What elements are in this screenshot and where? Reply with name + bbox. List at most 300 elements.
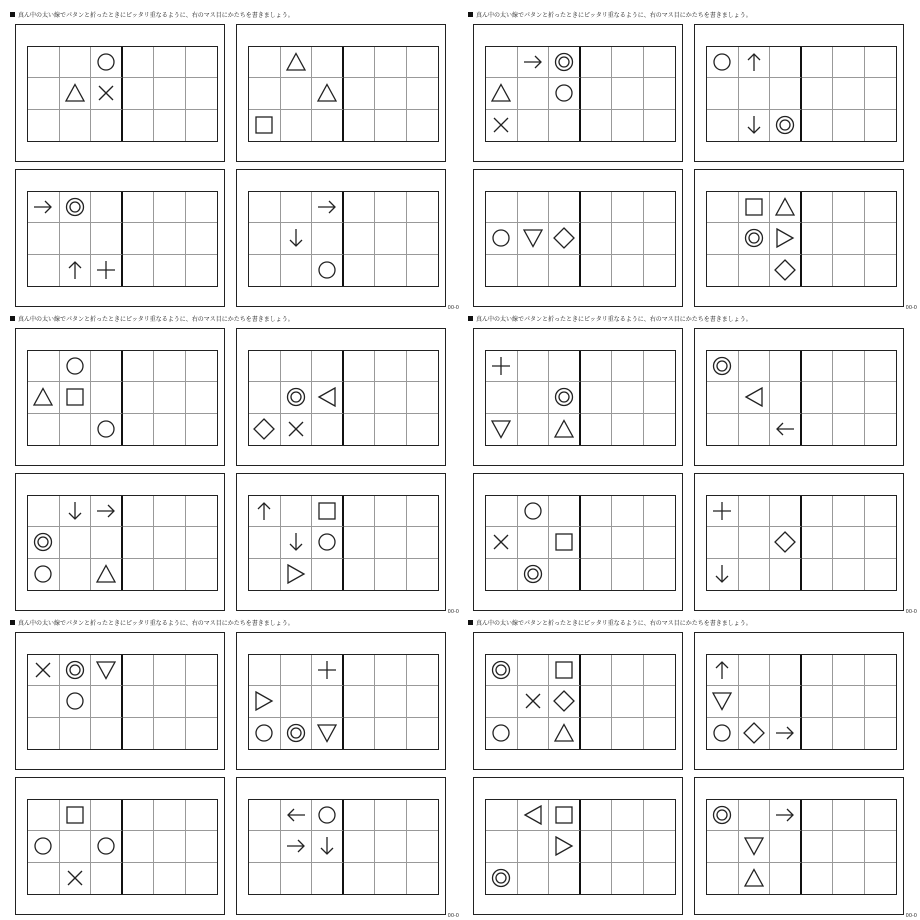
answer-cell[interactable] [644, 686, 676, 717]
answer-cell[interactable] [154, 382, 186, 413]
answer-cell[interactable] [123, 718, 155, 749]
pattern-cell [739, 192, 771, 223]
answer-cell[interactable] [865, 192, 897, 223]
answer-cell[interactable] [375, 223, 407, 254]
cross-icon [63, 866, 87, 890]
answer-cell[interactable] [344, 831, 376, 862]
answer-cell[interactable] [644, 718, 676, 749]
answer-cell[interactable] [865, 351, 897, 382]
answer-cell[interactable] [186, 255, 218, 286]
answer-cell[interactable] [612, 351, 644, 382]
triangle-left-icon [315, 385, 339, 409]
answer-cell[interactable] [154, 110, 186, 141]
answer-cell[interactable] [833, 527, 865, 558]
answer-cell[interactable] [802, 255, 834, 286]
answer-cell[interactable] [644, 655, 676, 686]
answer-cell[interactable] [344, 559, 376, 590]
pattern-cell [312, 559, 344, 590]
answer-cell[interactable] [833, 800, 865, 831]
answer-cell[interactable] [154, 863, 186, 894]
pattern-cell [707, 800, 739, 831]
answer-cell[interactable] [375, 110, 407, 141]
diamond-icon [552, 226, 576, 250]
answer-cell[interactable] [644, 527, 676, 558]
answer-cell[interactable] [407, 223, 439, 254]
pattern-cell [28, 414, 60, 445]
answer-cell[interactable] [123, 527, 155, 558]
answer-cell[interactable] [123, 255, 155, 286]
pattern-cell [707, 655, 739, 686]
answer-cell[interactable] [612, 110, 644, 141]
circle-icon [315, 530, 339, 554]
pattern-cell [549, 110, 581, 141]
pattern-cell [249, 686, 281, 717]
answer-cell[interactable] [375, 559, 407, 590]
answer-cell[interactable] [865, 863, 897, 894]
answer-cell[interactable] [865, 414, 897, 445]
pattern-cell [281, 496, 313, 527]
symmetry-grid [706, 495, 897, 591]
answer-cell[interactable] [123, 351, 155, 382]
answer-cell[interactable] [865, 110, 897, 141]
answer-cell[interactable] [833, 655, 865, 686]
answer-cell[interactable] [123, 800, 155, 831]
answer-cell[interactable] [407, 78, 439, 109]
answer-cell[interactable] [644, 496, 676, 527]
answer-cell[interactable] [833, 110, 865, 141]
answer-cell[interactable] [865, 686, 897, 717]
answer-cell[interactable] [186, 527, 218, 558]
instruction-line [10, 8, 294, 20]
answer-cell[interactable] [802, 496, 834, 527]
answer-cell[interactable] [186, 655, 218, 686]
answer-cell[interactable] [123, 192, 155, 223]
answer-cell[interactable] [802, 718, 834, 749]
answer-cell[interactable] [802, 800, 834, 831]
answer-cell[interactable] [344, 800, 376, 831]
answer-cell[interactable] [644, 559, 676, 590]
answer-cell[interactable] [644, 414, 676, 445]
arrow-down-icon [315, 834, 339, 858]
answer-cell[interactable] [865, 78, 897, 109]
pattern-cell [28, 496, 60, 527]
answer-cell[interactable] [344, 192, 376, 223]
answer-cell[interactable] [186, 686, 218, 717]
answer-cell[interactable] [833, 559, 865, 590]
answer-cell[interactable] [612, 527, 644, 558]
answer-cell[interactable] [123, 496, 155, 527]
answer-cell[interactable] [154, 47, 186, 78]
worksheet-sheet [468, 616, 917, 919]
answer-cell[interactable] [154, 686, 186, 717]
answer-cell[interactable] [186, 110, 218, 141]
pattern-cell [312, 863, 344, 894]
circle-icon [552, 81, 576, 105]
answer-cell[interactable] [375, 78, 407, 109]
answer-cell[interactable] [865, 382, 897, 413]
answer-cell[interactable] [581, 686, 613, 717]
answer-cell[interactable] [407, 382, 439, 413]
answer-cell[interactable] [833, 255, 865, 286]
answer-cell[interactable] [802, 686, 834, 717]
answer-cell[interactable] [123, 78, 155, 109]
answer-cell[interactable] [833, 351, 865, 382]
pattern-cell [249, 831, 281, 862]
triangle-right-icon [552, 834, 576, 858]
answer-cell[interactable] [802, 78, 834, 109]
pattern-cell [707, 351, 739, 382]
pattern-cell [549, 414, 581, 445]
answer-cell[interactable] [186, 78, 218, 109]
pattern-cell [28, 655, 60, 686]
pattern-cell [28, 223, 60, 254]
answer-cell[interactable] [407, 686, 439, 717]
answer-cell[interactable] [802, 863, 834, 894]
symmetry-grid [485, 350, 676, 446]
answer-cell[interactable] [612, 382, 644, 413]
answer-cell[interactable] [123, 831, 155, 862]
symmetry-card [694, 632, 904, 770]
answer-cell[interactable] [375, 414, 407, 445]
answer-cell[interactable] [644, 255, 676, 286]
bullet-square-icon [10, 316, 15, 321]
answer-cell[interactable] [581, 351, 613, 382]
pattern-cell [312, 831, 344, 862]
pattern-cell [281, 351, 313, 382]
answer-cell[interactable] [644, 382, 676, 413]
answer-cell[interactable] [186, 800, 218, 831]
answer-cell[interactable] [612, 78, 644, 109]
answer-cell[interactable] [865, 655, 897, 686]
answer-cell[interactable] [612, 223, 644, 254]
instruction-text: 真ん中の太い線でパタンと折ったときにピッタリ重なるように、右のマス目にかたちを書きましょう。 [476, 11, 752, 19]
pattern-cell [249, 255, 281, 286]
answer-cell[interactable] [344, 686, 376, 717]
answer-cell[interactable] [186, 718, 218, 749]
answer-cell[interactable] [612, 192, 644, 223]
double-circle-icon [710, 803, 734, 827]
pattern-cell [739, 559, 771, 590]
answer-cell[interactable] [802, 527, 834, 558]
answer-cell[interactable] [186, 414, 218, 445]
answer-cell[interactable] [154, 78, 186, 109]
answer-cell[interactable] [802, 831, 834, 862]
pattern-cell [91, 78, 123, 109]
answer-cell[interactable] [581, 414, 613, 445]
answer-cell[interactable] [407, 527, 439, 558]
answer-cell[interactable] [802, 223, 834, 254]
answer-cell[interactable] [644, 863, 676, 894]
answer-cell[interactable] [344, 414, 376, 445]
answer-cell[interactable] [375, 47, 407, 78]
answer-cell[interactable] [833, 192, 865, 223]
answer-cell[interactable] [375, 863, 407, 894]
answer-cell[interactable] [865, 718, 897, 749]
answer-cell[interactable] [123, 47, 155, 78]
answer-cell[interactable] [154, 496, 186, 527]
pattern-cell [486, 255, 518, 286]
pattern-cell [770, 110, 802, 141]
answer-cell[interactable] [375, 527, 407, 558]
answer-cell[interactable] [344, 223, 376, 254]
pattern-cell [249, 223, 281, 254]
pattern-cell [281, 414, 313, 445]
answer-cell[interactable] [581, 527, 613, 558]
answer-cell[interactable] [612, 686, 644, 717]
answer-cell[interactable] [612, 800, 644, 831]
triangle-icon [94, 562, 118, 586]
pattern-cell [28, 192, 60, 223]
pattern-cell [28, 351, 60, 382]
answer-cell[interactable] [375, 655, 407, 686]
answer-cell[interactable] [865, 255, 897, 286]
answer-cell[interactable] [612, 718, 644, 749]
answer-cell[interactable] [186, 831, 218, 862]
answer-cell[interactable] [407, 655, 439, 686]
answer-cell[interactable] [644, 223, 676, 254]
answer-cell[interactable] [581, 78, 613, 109]
answer-cell[interactable] [644, 831, 676, 862]
answer-cell[interactable] [865, 47, 897, 78]
answer-cell[interactable] [344, 863, 376, 894]
answer-cell[interactable] [802, 414, 834, 445]
answer-cell[interactable] [581, 382, 613, 413]
answer-cell[interactable] [865, 800, 897, 831]
pattern-cell [549, 718, 581, 749]
answer-cell[interactable] [344, 255, 376, 286]
answer-cell[interactable] [154, 800, 186, 831]
answer-cell[interactable] [154, 192, 186, 223]
answer-cell[interactable] [802, 192, 834, 223]
triangle-down-icon [742, 834, 766, 858]
answer-cell[interactable] [123, 686, 155, 717]
circle-icon [521, 499, 545, 523]
answer-cell[interactable] [375, 686, 407, 717]
pattern-cell [28, 255, 60, 286]
pattern-cell [60, 863, 92, 894]
answer-cell[interactable] [375, 496, 407, 527]
pattern-cell [549, 800, 581, 831]
answer-cell[interactable] [344, 351, 376, 382]
answer-cell[interactable] [154, 255, 186, 286]
answer-cell[interactable] [581, 255, 613, 286]
answer-cell[interactable] [154, 655, 186, 686]
pattern-cell [91, 559, 123, 590]
answer-cell[interactable] [375, 800, 407, 831]
diamond-icon [773, 530, 797, 554]
answer-cell[interactable] [154, 351, 186, 382]
pattern-cell [707, 110, 739, 141]
answer-cell[interactable] [581, 718, 613, 749]
answer-cell[interactable] [344, 47, 376, 78]
pattern-cell [60, 110, 92, 141]
answer-cell[interactable] [344, 382, 376, 413]
answer-cell[interactable] [375, 831, 407, 862]
answer-cell[interactable] [644, 110, 676, 141]
answer-cell[interactable] [833, 47, 865, 78]
answer-cell[interactable] [154, 223, 186, 254]
answer-cell[interactable] [802, 47, 834, 78]
answer-cell[interactable] [154, 527, 186, 558]
answer-cell[interactable] [833, 686, 865, 717]
answer-cell[interactable] [375, 718, 407, 749]
answer-cell[interactable] [644, 78, 676, 109]
answer-cell[interactable] [375, 192, 407, 223]
answer-cell[interactable] [612, 496, 644, 527]
answer-cell[interactable] [186, 863, 218, 894]
pattern-cell [60, 718, 92, 749]
instruction-line [468, 8, 752, 20]
pattern-cell [518, 655, 550, 686]
answer-cell[interactable] [154, 559, 186, 590]
answer-cell[interactable] [865, 831, 897, 862]
pattern-cell [549, 78, 581, 109]
answer-cell[interactable] [581, 831, 613, 862]
answer-cell[interactable] [344, 110, 376, 141]
answer-cell[interactable] [186, 223, 218, 254]
answer-cell[interactable] [581, 47, 613, 78]
answer-cell[interactable] [123, 110, 155, 141]
answer-cell[interactable] [407, 110, 439, 141]
square-icon [63, 803, 87, 827]
answer-cell[interactable] [123, 414, 155, 445]
pattern-cell [486, 110, 518, 141]
answer-cell[interactable] [802, 382, 834, 413]
answer-cell[interactable] [407, 351, 439, 382]
answer-cell[interactable] [833, 223, 865, 254]
answer-cell[interactable] [344, 78, 376, 109]
symmetry-card [694, 24, 904, 162]
answer-cell[interactable] [833, 496, 865, 527]
pattern-cell [91, 831, 123, 862]
answer-cell[interactable] [123, 223, 155, 254]
answer-cell[interactable] [407, 718, 439, 749]
double-circle-icon [284, 721, 308, 745]
answer-cell[interactable] [802, 110, 834, 141]
answer-cell[interactable] [865, 559, 897, 590]
answer-cell[interactable] [344, 527, 376, 558]
answer-cell[interactable] [581, 192, 613, 223]
answer-cell[interactable] [644, 351, 676, 382]
double-circle-icon [63, 195, 87, 219]
square-icon [63, 385, 87, 409]
triangle-icon [63, 81, 87, 105]
answer-cell[interactable] [186, 47, 218, 78]
arrow-down-icon [284, 226, 308, 250]
pattern-cell [518, 382, 550, 413]
answer-cell[interactable] [407, 863, 439, 894]
answer-cell[interactable] [612, 255, 644, 286]
answer-cell[interactable] [344, 496, 376, 527]
pattern-cell [60, 192, 92, 223]
answer-cell[interactable] [375, 382, 407, 413]
circle-icon [63, 689, 87, 713]
answer-cell[interactable] [581, 863, 613, 894]
symmetry-card [15, 632, 225, 770]
answer-cell[interactable] [581, 800, 613, 831]
pattern-cell [707, 496, 739, 527]
answer-cell[interactable] [644, 192, 676, 223]
answer-cell[interactable] [344, 718, 376, 749]
answer-cell[interactable] [123, 559, 155, 590]
pattern-cell [549, 47, 581, 78]
answer-cell[interactable] [644, 47, 676, 78]
answer-cell[interactable] [581, 496, 613, 527]
answer-cell[interactable] [833, 414, 865, 445]
answer-cell[interactable] [407, 559, 439, 590]
answer-cell[interactable] [123, 863, 155, 894]
answer-cell[interactable] [581, 655, 613, 686]
answer-cell[interactable] [407, 414, 439, 445]
answer-cell[interactable] [612, 831, 644, 862]
answer-cell[interactable] [407, 47, 439, 78]
answer-cell[interactable] [612, 863, 644, 894]
answer-cell[interactable] [833, 831, 865, 862]
answer-cell[interactable] [154, 831, 186, 862]
answer-cell[interactable] [865, 527, 897, 558]
answer-cell[interactable] [407, 800, 439, 831]
pattern-cell [281, 527, 313, 558]
answer-cell[interactable] [581, 110, 613, 141]
pattern-cell [28, 527, 60, 558]
answer-cell[interactable] [833, 382, 865, 413]
pattern-cell [549, 686, 581, 717]
pattern-cell [707, 47, 739, 78]
worksheet-sheet [10, 312, 459, 615]
answer-cell[interactable] [186, 192, 218, 223]
answer-cell[interactable] [612, 559, 644, 590]
answer-cell[interactable] [186, 351, 218, 382]
answer-cell[interactable] [833, 863, 865, 894]
pattern-cell [739, 527, 771, 558]
answer-cell[interactable] [644, 800, 676, 831]
page-number: 00-0 [905, 609, 917, 615]
answer-cell[interactable] [186, 382, 218, 413]
answer-cell[interactable] [375, 255, 407, 286]
symmetry-card [473, 473, 683, 611]
answer-cell[interactable] [833, 78, 865, 109]
answer-cell[interactable] [865, 496, 897, 527]
symmetry-grid [248, 191, 439, 287]
answer-cell[interactable] [123, 382, 155, 413]
answer-cell[interactable] [154, 718, 186, 749]
answer-cell[interactable] [123, 655, 155, 686]
answer-cell[interactable] [612, 414, 644, 445]
answer-cell[interactable] [344, 655, 376, 686]
answer-cell[interactable] [186, 559, 218, 590]
answer-cell[interactable] [375, 351, 407, 382]
answer-cell[interactable] [407, 496, 439, 527]
answer-cell[interactable] [865, 223, 897, 254]
answer-cell[interactable] [407, 255, 439, 286]
pattern-cell [249, 718, 281, 749]
answer-cell[interactable] [802, 559, 834, 590]
answer-cell[interactable] [833, 718, 865, 749]
answer-cell[interactable] [407, 192, 439, 223]
answer-cell[interactable] [186, 496, 218, 527]
answer-cell[interactable] [612, 655, 644, 686]
answer-cell[interactable] [802, 351, 834, 382]
pattern-cell [249, 527, 281, 558]
answer-cell[interactable] [581, 223, 613, 254]
answer-cell[interactable] [154, 414, 186, 445]
answer-cell[interactable] [581, 559, 613, 590]
answer-cell[interactable] [802, 655, 834, 686]
answer-cell[interactable] [407, 831, 439, 862]
answer-cell[interactable] [612, 47, 644, 78]
pattern-cell [91, 223, 123, 254]
triangle-down-icon [521, 226, 545, 250]
